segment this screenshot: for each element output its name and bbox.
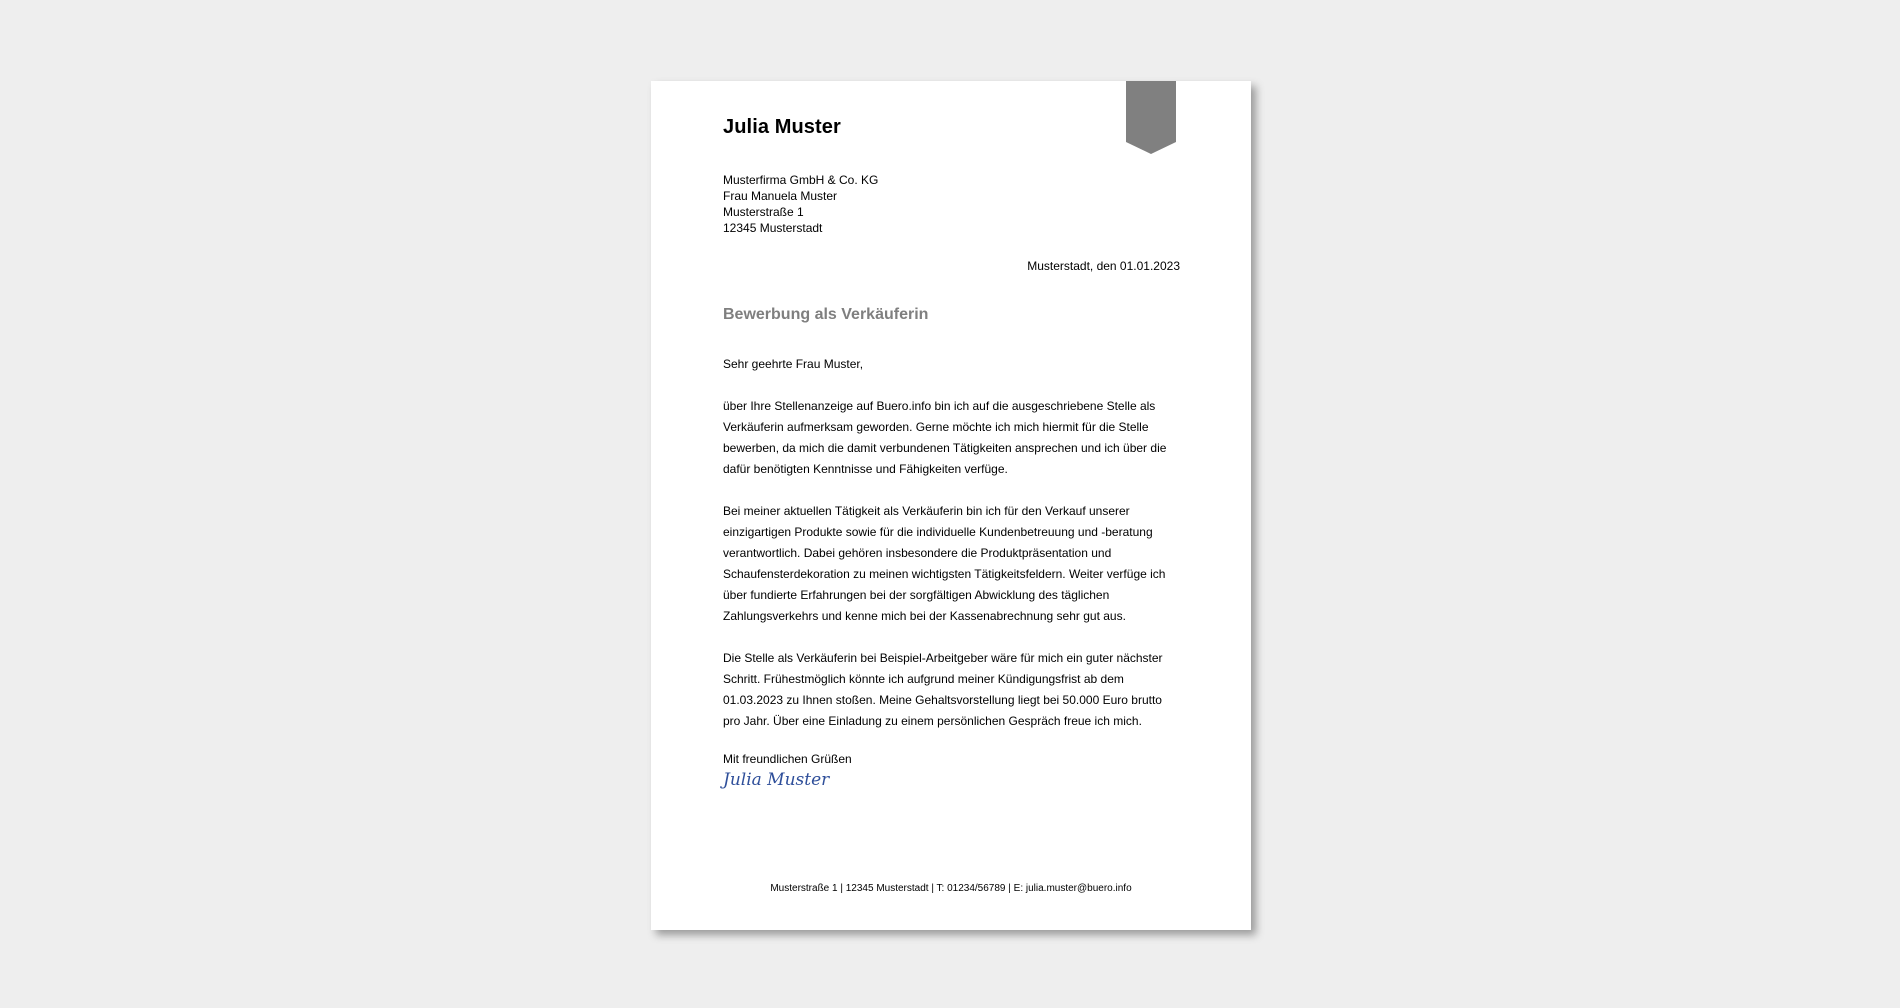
- letter-subject: Bewerbung als Verkäuferin: [723, 306, 929, 323]
- recipient-city: 12345 Musterstadt: [723, 221, 823, 235]
- letter-body: [723, 354, 1181, 753]
- recipient-company: Musterfirma GmbH & Co. KG: [723, 173, 879, 187]
- body-paragraph-3: Die Stelle als Verkäuferin bei Beispiel-Arbeitgeber wäre für mich ein guter nächster Schritt. Frühestmöglich könnte ich aufgrund meiner Kündigungsfrist ab dem 01.03.2023 zu Ihnen stoßen. Meine Gehaltsvorstellung liegt bei 50.000 Euro brutto pro Jahr. Über eine Einladung zu einem persönlichen Gespräch freue ich mich.: [723, 651, 1163, 728]
- recipient-street: Musterstraße 1: [723, 205, 804, 219]
- letter-page: [651, 81, 1251, 930]
- footer-contact-line: Musterstraße 1 | 12345 Musterstadt | T: 01234/56789 | E: julia.muster@buero.info: [770, 883, 1132, 894]
- letter-date: Musterstadt, den 01.01.2023: [1027, 259, 1180, 273]
- handwritten-signature: Julia Muster: [723, 770, 830, 790]
- bookmark-ribbon-icon: [1126, 81, 1176, 154]
- salutation: Sehr geehrte Frau Muster,: [723, 357, 864, 371]
- closing-phrase: Mit freundlichen Grüßen: [723, 752, 852, 766]
- body-paragraph-1: über Ihre Stellenanzeige auf Buero.info bin ich auf die ausgeschriebene Stelle als Verkäuferin aufmerksam geworden. Gerne möchte ich mich hiermit für die Stelle bewerben, da mich die damit verbundenen Tätigkeiten ansprechen und ich über die dafür benötigten Kenntnisse und Fähigkeiten verfüge.: [723, 399, 1167, 476]
- body-paragraph-2: Bei meiner aktuellen Tätigkeit als Verkäuferin bin ich für den Verkauf unserer einzigartigen Produkte sowie für die individuelle Kundenbetreuung und -beratung verantwortlich. Dabei gehören insbesondere die Produktpräsentation und Schaufensterdekoration zu meinen wichtigsten Tätigkeitsfeldern. Weiter verfüge ich über fundierte Erfahrungen bei der sorgfältigen Abwicklung des täglichen Zahlungsverkehrs und kenne mich bei der Kassenabrechnung sehr gut aus.: [723, 504, 1166, 623]
- sender-name: Julia Muster: [723, 116, 841, 138]
- recipient-contact: Frau Manuela Muster: [723, 189, 838, 203]
- recipient-address: [723, 172, 878, 236]
